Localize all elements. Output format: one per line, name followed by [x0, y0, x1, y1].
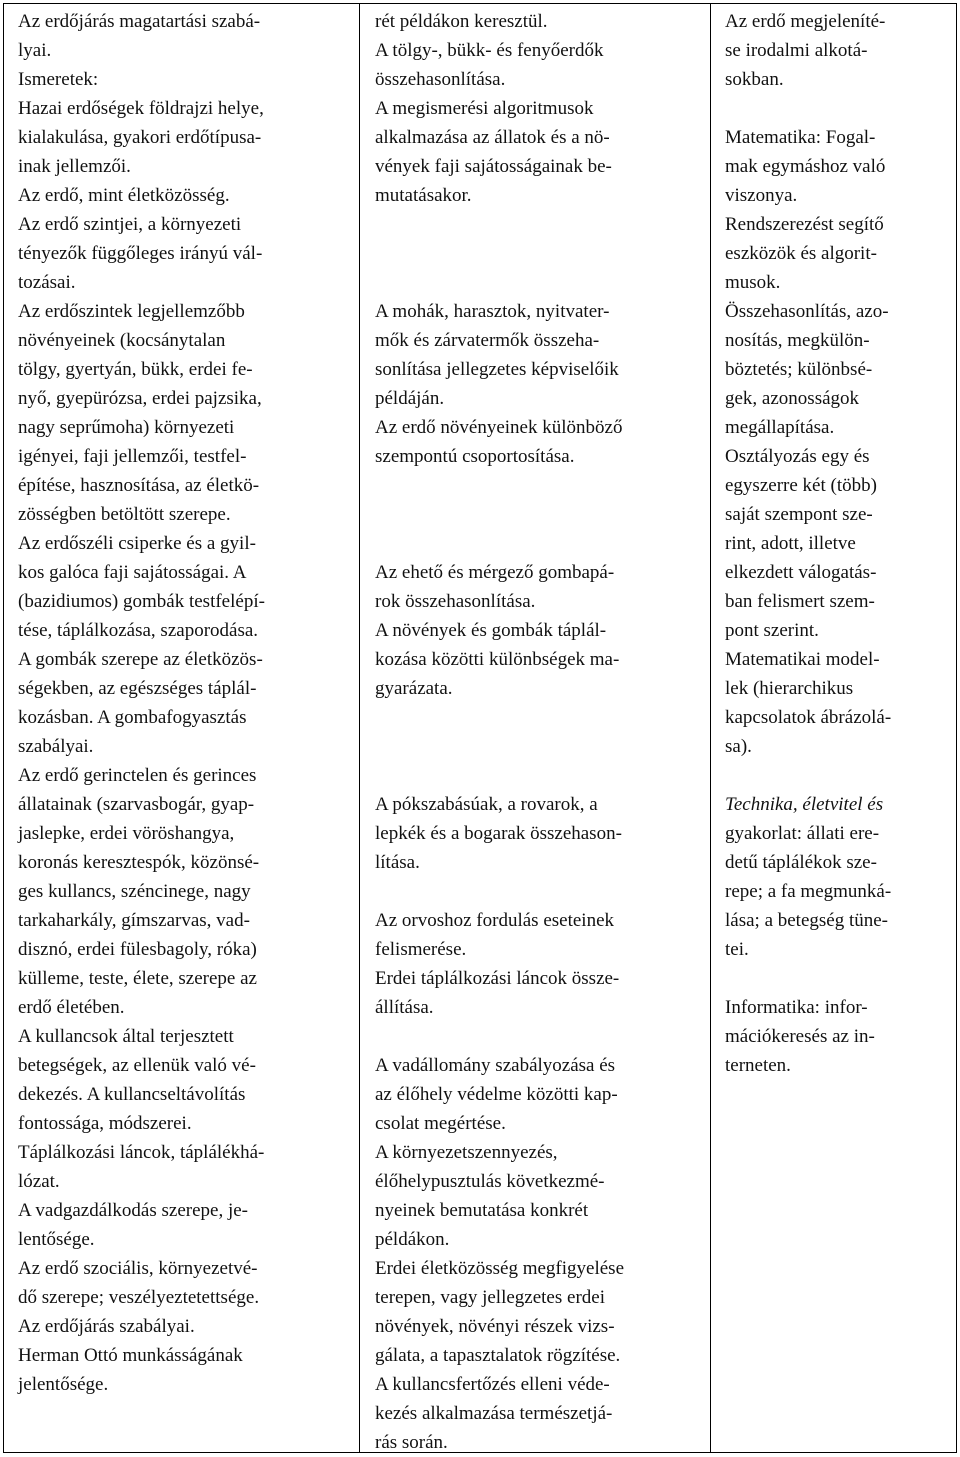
text-line: tei.: [725, 939, 749, 960]
text-line: A kullancsfertőzés elleni véde-: [375, 1374, 610, 1395]
text-line: tényezők függőleges irányú vál-: [18, 243, 263, 264]
text-line: megállapítása.: [725, 417, 835, 438]
text-line: rok összehasonlítása.: [375, 591, 536, 612]
text-line: Táplálkozási láncok, táplálékhá-: [18, 1142, 265, 1163]
text-line: Az ehető és mérgező gombapá-: [375, 562, 615, 583]
text-line: Az erdőszéli csiperke és a gyil-: [18, 533, 256, 554]
text-line: Az erdő megjeleníté-: [725, 11, 886, 32]
text-line: rét példákon keresztül.: [375, 11, 548, 32]
text-line: Összehasonlítás, azo-: [725, 301, 889, 322]
text-line: Herman Ottó munkásságának: [18, 1345, 243, 1366]
text-line: [375, 877, 710, 906]
text-line: Osztályozás egy és: [725, 446, 870, 467]
text-line: A vadállomány szabályozása és: [375, 1055, 616, 1076]
text-line: építése, hasznosítása, az életkö-: [18, 475, 260, 496]
text-line: tölgy, gyertyán, bükk, erdei fe-: [18, 359, 253, 380]
text-line: A gombák szerepe az életközös-: [18, 649, 263, 670]
text-line: fontossága, módszerei.: [18, 1113, 192, 1134]
text-line: se irodalmi alkotá-: [725, 40, 868, 61]
text-line: ségekben, az egészséges táplál-: [18, 678, 257, 699]
text-line: [375, 500, 710, 529]
text-line: példákon.: [375, 1229, 450, 1250]
text-line: zösségben betöltött szerepe.: [18, 504, 231, 525]
text-line: [725, 964, 957, 993]
text-line: külleme, teste, élete, szerepe az: [18, 968, 257, 989]
text-line: dő szerepe; veszélyeztetettsége.: [18, 1287, 260, 1308]
text-line: növények, növényi részek vizs-: [375, 1316, 615, 1337]
text-line: inak jellemzői.: [18, 156, 131, 177]
text-line: betegségek, az ellenük való vé-: [18, 1055, 256, 1076]
text-line: Hazai erdőségek földrajzi helye,: [18, 98, 264, 119]
text-line: Az erdő szintjei, a környezeti: [18, 214, 242, 235]
text-line: Az erdő növényeinek különböző: [375, 417, 623, 438]
text-line: erdő életében.: [18, 997, 125, 1018]
text-line: A pókszabásúak, a rovarok, a: [375, 794, 598, 815]
text-line: kezés alkalmazása természetjá-: [375, 1403, 613, 1424]
text-line: szabályai.: [18, 736, 94, 757]
text-line: lása; a betegség tüne-: [725, 910, 889, 931]
text-line: lítása.: [375, 852, 420, 873]
text-line: A környezetszennyezés,: [375, 1142, 558, 1163]
text-line: növényeinek (kocsánytalan: [18, 330, 226, 351]
text-line: A tölgy-, bükk- és fenyőerdők: [375, 40, 604, 61]
text-line: Erdei táplálkozási láncok össze-: [375, 968, 620, 989]
text-line: rás során.: [375, 1432, 448, 1453]
text-line: eszközök és algorit-: [725, 243, 877, 264]
text-line: dekezés. A kullancseltávolítás: [18, 1084, 246, 1105]
text-line: nyeinek bemutatása konkrét: [375, 1200, 589, 1221]
text-line: A növények és gombák táplál-: [375, 620, 607, 641]
text-line: ban felismert szem-: [725, 591, 875, 612]
text-line: Az erdőszintek legjellemzőbb: [18, 301, 245, 322]
text-line: [375, 210, 710, 239]
text-line: példáján.: [375, 388, 445, 409]
text-line: A vadgazdálkodás szerepe, je-: [18, 1200, 249, 1221]
text-line: elkezdett válogatás-: [725, 562, 877, 583]
text-line: gálata, a tapasztalatok rögzítése.: [375, 1345, 621, 1366]
text-line: musok.: [725, 272, 781, 293]
text-line: pont szerint.: [725, 620, 819, 641]
text-line: [375, 761, 710, 790]
text-line: tése, táplálkozása, szaporodása.: [18, 620, 259, 641]
text-line: böztetés; különbsé-: [725, 359, 873, 380]
text-line: lyai.: [18, 40, 52, 61]
column-activities: [359, 4, 710, 1452]
text-line: A megismerési algoritmusok: [375, 98, 594, 119]
text-line: összehasonlítása.: [375, 69, 506, 90]
text-line: kialakulása, gyakori erdőtípusa-: [18, 127, 262, 148]
text-line: terepen, vagy jellegzetes erdei: [375, 1287, 605, 1308]
text-line: [725, 761, 957, 790]
text-line: Matematika: Fogal-: [725, 127, 876, 148]
text-line: állatainak (szarvasbogár, gyap-: [18, 794, 255, 815]
curriculum-table: [3, 3, 957, 1453]
text-line: gek, azonosságok: [725, 388, 860, 409]
text-line: saját szempont sze-: [725, 504, 873, 525]
text-line: lózat.: [18, 1171, 60, 1192]
text-line: [375, 732, 710, 761]
text-line: állítása.: [375, 997, 434, 1018]
text-line: Erdei életközösség megfigyelése: [375, 1258, 625, 1279]
text-line: detű táplálékok sze-: [725, 852, 877, 873]
text-line: felismerése.: [375, 939, 467, 960]
column-connections: [710, 4, 957, 1452]
text-line: Az erdő gerinctelen és gerinces: [18, 765, 257, 786]
text-line: Az erdőjárás magatartási szabá-: [18, 11, 261, 32]
text-line: mutatásakor.: [375, 185, 472, 206]
text-line: rint, adott, illetve: [725, 533, 856, 554]
text-line: alkalmazása az állatok és a nö-: [375, 127, 610, 148]
text-line: koronás keresztespók, közönsé-: [18, 852, 260, 873]
text-line: mációkeresés az in-: [725, 1026, 875, 1047]
text-line: az élőhely védelme közötti kap-: [375, 1084, 618, 1105]
text-line: vények faji sajátosságainak be-: [375, 156, 612, 177]
text-line: Rendszerezést segítő: [725, 214, 884, 235]
text-line: kozásban. A gombafogyasztás: [18, 707, 247, 728]
text-line: Matematikai model-: [725, 649, 880, 670]
text-line: [725, 94, 957, 123]
text-line: tarkaharkály, gímszarvas, vad-: [18, 910, 250, 931]
text-line: igényei, faji jellemzői, testfel-: [18, 446, 247, 467]
text-line: Az erdő szociális, környezetvé-: [18, 1258, 258, 1279]
text-line: gyarázata.: [375, 678, 453, 699]
text-line: A kullancsok által terjesztett: [18, 1026, 234, 1047]
text-line: kos galóca faji sajátosságai. A: [18, 562, 247, 583]
text-line: Technika, életvitel és: [725, 794, 884, 815]
text-line: mők és zárvatermők összeha-: [375, 330, 600, 351]
text-line: [375, 471, 710, 500]
text-line: nyő, gyepürózsa, erdei pajzsika,: [18, 388, 262, 409]
text-line: [375, 703, 710, 732]
text-line: élőhelypusztulás következmé-: [375, 1171, 605, 1192]
text-line: sonlítása jellegzetes képviselőik: [375, 359, 619, 380]
text-line: kozása közötti különbségek ma-: [375, 649, 620, 670]
text-line: jelentősége.: [18, 1374, 109, 1395]
text-line: sa).: [725, 736, 752, 757]
text-line: gyakorlat: állati ere-: [725, 823, 880, 844]
text-line: A mohák, harasztok, nyitvater-: [375, 301, 610, 322]
text-line: [375, 239, 710, 268]
text-line: [375, 268, 710, 297]
text-line: jaslepke, erdei vöröshangya,: [18, 823, 235, 844]
text-line: (bazidiumos) gombák testfelépí-: [18, 591, 265, 612]
text-line: kapcsolatok ábrázolá-: [725, 707, 892, 728]
text-line: egyszerre két (több): [725, 475, 877, 496]
text-line: Informatika: infor-: [725, 997, 868, 1018]
text-line: Ismeretek:: [18, 69, 99, 90]
text-line: lek (hierarchikus: [725, 678, 854, 699]
text-line: tozásai.: [18, 272, 76, 293]
text-line: mak egymáshoz való: [725, 156, 886, 177]
text-line: Az erdő, mint életközösség.: [18, 185, 230, 206]
text-line: [375, 529, 710, 558]
text-line: terneten.: [725, 1055, 791, 1076]
text-line: csolat megértése.: [375, 1113, 506, 1134]
text-line: ges kullancs, széncinege, nagy: [18, 881, 251, 902]
text-line: sokban.: [725, 69, 784, 90]
text-line: disznó, erdei fülesbagoly, róka): [18, 939, 257, 960]
text-line: [375, 1022, 710, 1051]
column-content: [4, 4, 359, 1452]
text-line: Az orvoshoz fordulás eseteinek: [375, 910, 615, 931]
text-line: nagy seprűmoha) környezeti: [18, 417, 235, 438]
text-line: lentősége.: [18, 1229, 95, 1250]
text-line: viszonya.: [725, 185, 798, 206]
text-line: nosítás, megkülön-: [725, 330, 870, 351]
text-line: lepkék és a bogarak összehason-: [375, 823, 622, 844]
text-line: repe; a fa megmunká-: [725, 881, 892, 902]
text-line: szempontú csoportosítása.: [375, 446, 575, 467]
text-line: Az erdőjárás szabályai.: [18, 1316, 195, 1337]
